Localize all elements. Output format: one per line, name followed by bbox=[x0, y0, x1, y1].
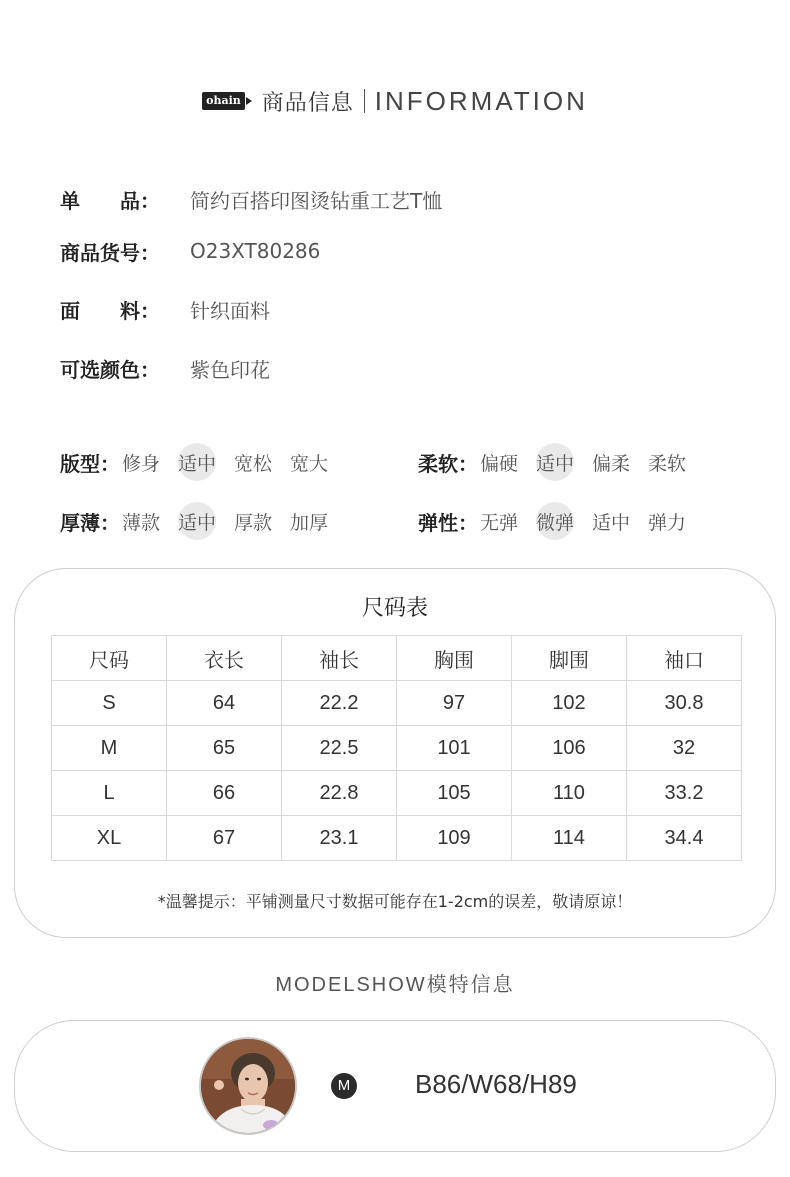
attr-softness bbox=[418, 444, 704, 480]
attr-label: 弹性： bbox=[418, 510, 478, 535]
table-header-cell: 胸围 bbox=[397, 636, 512, 681]
table-cell: 22.2 bbox=[282, 681, 397, 726]
model-portrait-image bbox=[201, 1039, 295, 1133]
attr-option: 偏柔 bbox=[592, 452, 631, 475]
table-header-cell: 袖口 bbox=[627, 636, 742, 681]
info-label: 单 品： bbox=[60, 188, 160, 213]
model-measurements: B86/W68/H89 bbox=[415, 1069, 577, 1099]
header-divider bbox=[364, 89, 365, 113]
attr-label: 厚薄： bbox=[60, 510, 120, 535]
attr-thickness bbox=[60, 503, 346, 539]
attr-option: 薄款 bbox=[122, 511, 161, 534]
table-cell: 30.8 bbox=[627, 681, 742, 726]
info-row-fabric bbox=[60, 294, 270, 324]
info-row-sku bbox=[60, 236, 320, 266]
table-row bbox=[52, 726, 742, 771]
logo-arrow-icon bbox=[246, 97, 252, 105]
table-cell: 97 bbox=[397, 681, 512, 726]
size-chart-title: 尺码表 bbox=[361, 596, 428, 621]
table-cell: 33.2 bbox=[627, 771, 742, 816]
table-header-cell: 衣长 bbox=[167, 636, 282, 681]
attr-option-selected: 适中 bbox=[178, 508, 216, 535]
table-cell: 64 bbox=[167, 681, 282, 726]
model-avatar bbox=[199, 1037, 297, 1135]
info-label: 商品货号： bbox=[60, 240, 160, 265]
attr-option-selected: 适中 bbox=[178, 449, 216, 476]
table-cell: L bbox=[52, 771, 167, 816]
attr-label: 版型： bbox=[60, 451, 120, 476]
table-cell: 106 bbox=[512, 726, 627, 771]
table-cell: 32 bbox=[627, 726, 742, 771]
table-header-cell: 尺码 bbox=[52, 636, 167, 681]
attr-label: 柔软： bbox=[418, 451, 478, 476]
table-row bbox=[52, 681, 742, 726]
attr-option: 厚款 bbox=[234, 511, 273, 534]
attr-elasticity bbox=[418, 503, 704, 539]
info-value: 简约百搭印图烫钻重工艺T恤 bbox=[190, 188, 443, 213]
attr-option: 加厚 bbox=[290, 511, 329, 534]
table-cell: 34.4 bbox=[627, 816, 742, 861]
table-cell: 109 bbox=[397, 816, 512, 861]
table-cell: 65 bbox=[167, 726, 282, 771]
model-info-card bbox=[14, 1020, 776, 1152]
attr-option: 修身 bbox=[122, 452, 161, 475]
attr-option: 宽松 bbox=[234, 452, 273, 475]
info-value: 针织面料 bbox=[190, 298, 270, 323]
attr-option: 弹力 bbox=[648, 511, 687, 534]
table-cell: 67 bbox=[167, 816, 282, 861]
attr-option-selected: 适中 bbox=[536, 449, 574, 476]
table-cell: 105 bbox=[397, 771, 512, 816]
table-cell: XL bbox=[52, 816, 167, 861]
table-row bbox=[52, 771, 742, 816]
table-cell: 102 bbox=[512, 681, 627, 726]
size-chart-note: *温馨提示：平铺测量尺寸数据可能存在1-2cm的误差，敬请原谅！ bbox=[157, 892, 633, 911]
size-chart-card bbox=[14, 568, 776, 938]
table-cell: 101 bbox=[397, 726, 512, 771]
table-cell: 22.8 bbox=[282, 771, 397, 816]
section-header bbox=[0, 84, 790, 118]
attr-option: 适中 bbox=[592, 511, 631, 534]
info-value: O23XT80286 bbox=[190, 239, 321, 263]
header-title-cn: 商品信息 bbox=[261, 90, 354, 116]
attr-option: 无弹 bbox=[480, 511, 519, 534]
table-cell: 22.5 bbox=[282, 726, 397, 771]
table-header-cell: 脚围 bbox=[512, 636, 627, 681]
attr-option: 柔软 bbox=[648, 452, 687, 475]
table-cell: 114 bbox=[512, 816, 627, 861]
table-cell: 66 bbox=[167, 771, 282, 816]
model-section-title: MODELSHOW模特信息 bbox=[275, 974, 515, 996]
table-row bbox=[52, 816, 742, 861]
table-cell: 23.1 bbox=[282, 816, 397, 861]
brand-logo-text: ohain bbox=[202, 92, 245, 110]
table-cell: 110 bbox=[512, 771, 627, 816]
info-label: 面 料： bbox=[60, 298, 160, 323]
info-value: 紫色印花 bbox=[190, 357, 270, 382]
header-title-en: INFORMATION bbox=[374, 85, 588, 116]
size-table bbox=[51, 635, 742, 861]
table-header-row bbox=[52, 636, 742, 681]
info-row-product bbox=[60, 184, 442, 214]
info-label: 可选颜色： bbox=[60, 357, 160, 382]
info-row-color bbox=[60, 353, 270, 383]
attr-fit bbox=[60, 444, 346, 480]
table-cell: M bbox=[52, 726, 167, 771]
table-header-cell: 袖长 bbox=[282, 636, 397, 681]
attr-option: 宽大 bbox=[290, 452, 329, 475]
attr-option: 偏硬 bbox=[480, 452, 519, 475]
table-cell: S bbox=[52, 681, 167, 726]
attr-option-selected: 微弹 bbox=[536, 508, 574, 535]
model-size-badge: M bbox=[331, 1073, 357, 1099]
brand-logo bbox=[202, 92, 252, 110]
